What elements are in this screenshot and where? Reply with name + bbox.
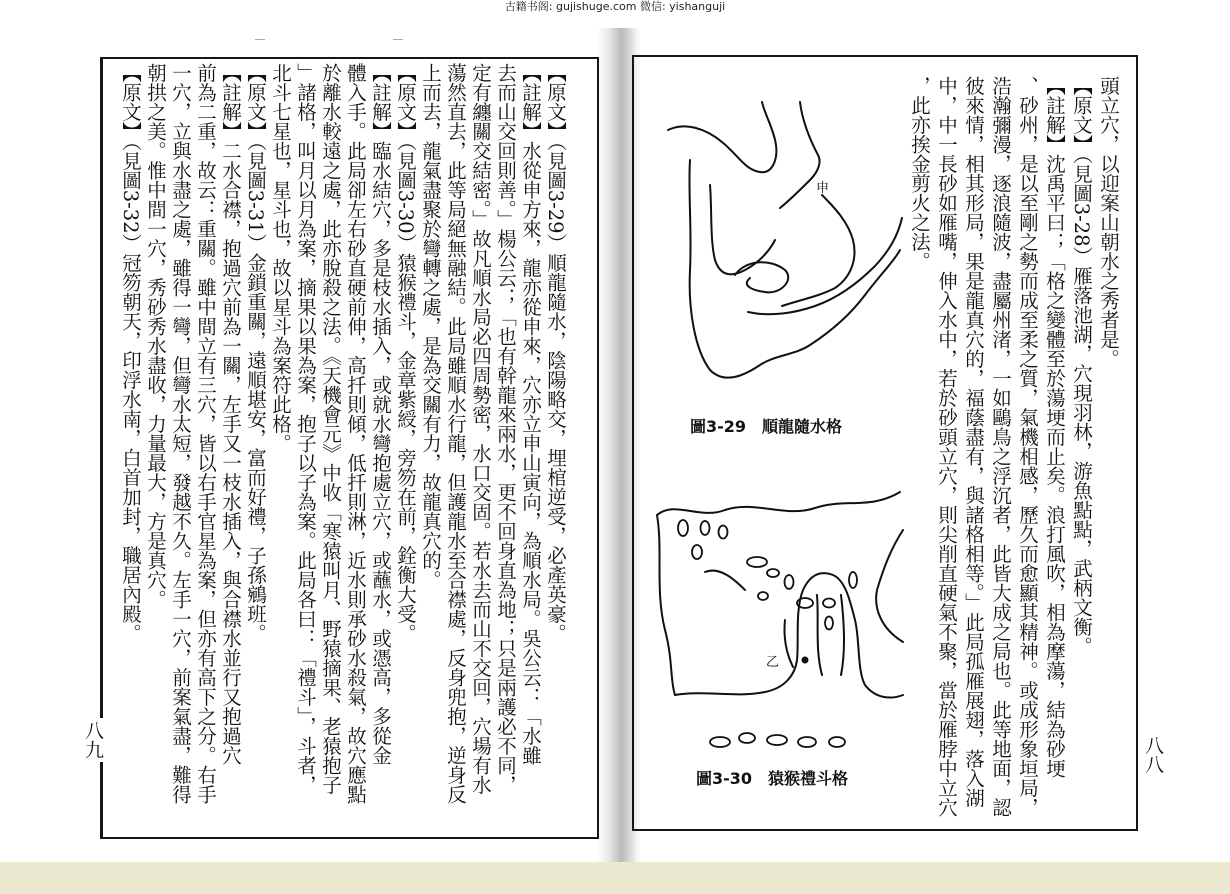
page-bottom-strip	[0, 862, 1230, 894]
page-number-right: 八八	[1142, 733, 1164, 777]
river-bank-line	[705, 571, 745, 590]
text-column: 【註解】水從申方來，龍亦從申來，穴亦立申山寅向，為順水局。吳公云：「水雖	[519, 63, 542, 765]
river-bank-line	[748, 218, 902, 314]
text-column: 【註解】二水合襟，抱過穴前為一關，左手又一枝水插入，與合襟水並行又抱過穴	[219, 63, 242, 765]
diagram-yuanhou-lidou	[645, 470, 910, 762]
scan-mark	[255, 39, 265, 40]
island-mark	[825, 617, 833, 630]
text-column: ，此亦挨金剪火之法。	[908, 76, 931, 271]
island-mark	[739, 733, 755, 743]
text-column: 【註解】臨水結穴，多是枝水插入，或就水彎抱處立穴，或蘸水，或憑高，多從金	[369, 63, 392, 765]
text-column: 【原文】（見圖3-30）猿猴禮斗，金章紫綬，旁笏在前，銓衡大受。	[394, 63, 417, 644]
text-column: 去而山交回則善。」楊公云；「也有幹龍來兩水，更不回身直為地；只是兩護必不同，	[494, 63, 517, 795]
island-mark	[719, 526, 728, 539]
text-column: 」諸格，叫月以月為案，摘果以果為案，抱子以子為案。此局各曰：「禮斗」，斗者，	[294, 63, 317, 795]
text-column: 頭立穴，以迎案山朝水之秀者是。	[1097, 76, 1120, 369]
left-page-text	[118, 63, 568, 837]
river-bank-line	[782, 195, 854, 306]
island-mark	[849, 572, 857, 588]
river-bank-line	[689, 160, 900, 378]
site-watermark: 古籍书阁: gujishuge.com 微信: yishanguji	[504, 0, 726, 13]
text-column: 於離水較遠之處，此亦脫殺之法。《天機會元》中收「寒猿叫月、野猿摘果、老猿抱子	[319, 63, 342, 795]
scan-mark	[393, 39, 403, 40]
figure-caption: 圖3-30 猿猴禮斗格	[696, 769, 849, 788]
island-mark	[767, 569, 779, 577]
island-mark	[692, 545, 702, 559]
river-bank-line	[657, 515, 675, 695]
river-bank-line	[735, 262, 788, 292]
island-mark	[758, 592, 768, 600]
diagram-shunlong-suishui	[650, 100, 915, 400]
text-column: 浩瀚彌漫，逐浪隨波，盡屬州渚，一如鷗鳥之浮沉者，此皆大成之局也。此等地面，認	[989, 76, 1012, 817]
text-column: 彼來情，相其形局，果是龍真穴的，福蔭盡有，與諸格相等。」此局孤雁展翅，落入湖	[962, 76, 985, 808]
figure-caption: 圖3-29 順龍隨水格	[690, 417, 843, 436]
text-column: 朝拱之美。惟中間一穴，秀砂秀水盡收，力量最大，方是真穴。	[144, 63, 167, 609]
island-mark	[798, 737, 816, 747]
diagram-label: 乙	[766, 655, 780, 670]
island-mark	[747, 557, 767, 567]
point-mark	[802, 657, 809, 664]
text-column: 【原文】（見圖3-31）金鎖重關，遠順堪安，富而好禮，子孫鵷班。	[244, 63, 267, 644]
text-column: 、砂州，是以至剛之勢而成至柔之質，氣機相感，歷久而愈顯其精神。或成形象垣局，	[1016, 76, 1039, 817]
island-mark	[823, 599, 835, 608]
text-column: 定有纏關交結密。」故凡順水局必四周勢密，水口交固。若水去而山不交回，穴場有水	[469, 63, 492, 795]
river-bank-line	[817, 595, 822, 675]
text-column: 一穴，立與水盡之處，雖得一彎，但彎水太短，發越不久。左手一穴，前案氣盡，難得	[169, 63, 192, 804]
text-column: 蕩然直去，此等局絕無融結。此局雖順水行龍，但護龍水至合襟處，反身兜抱，逆身反	[444, 63, 467, 804]
text-column: 【原文】（見圖3-28）雁落池湖，穴現羽林，游魚點點，武柄文衡。	[1070, 76, 1093, 657]
text-column: 【原文】（見圖3-32）冠笏朝天，印浮水南，白首加封，職居內殿。	[119, 63, 142, 644]
river-bank-line	[876, 530, 903, 642]
text-column: 上而去，龍氣盡聚於彎轉之處，是為交關有力，故龍真穴的。	[419, 63, 442, 590]
text-column: 【註解】沈禹平曰；「格之變體至於蕩埂而止矣。浪打風吹，相為摩蕩，結為砂埂	[1043, 76, 1066, 778]
river-bank-line	[668, 102, 776, 172]
text-column: 中，中一長砂如雁嘴，伸入水中，若於砂頭立穴，則尖削直硬氣不聚，當於雁脖中立穴	[935, 76, 958, 817]
river-bank-line	[657, 492, 900, 515]
page-number-left: 八九	[82, 718, 104, 762]
river-bank-line	[710, 185, 775, 274]
island-mark	[678, 520, 688, 536]
text-column: 體入手。此局卻左右砂直硬前伸，高扦則傾，低扦則淋，近水則承砂水殺氣，故穴應點	[344, 63, 367, 804]
river-bank-line	[675, 573, 903, 697]
island-mark	[829, 737, 845, 747]
text-column: 前為二重，故云：重關。雖中間立有三穴，皆以右手官星為案，但亦有高下之分。右手	[194, 63, 217, 804]
right-page-text	[906, 76, 1122, 828]
island-mark	[710, 737, 730, 747]
island-mark	[767, 735, 787, 745]
diagram-label: 申	[816, 181, 830, 196]
river-bank-line	[841, 595, 844, 675]
island-mark	[785, 575, 794, 589]
text-column: 【原文】（見圖3-29）順龍隨水，陰陽略交，埋棺逆受，必產英豪。	[544, 63, 567, 644]
river-bank-line	[784, 620, 793, 667]
island-mark	[701, 521, 710, 535]
text-column: 北斗七星也，星斗也，故以星斗為案符此格。	[269, 63, 292, 453]
river-bank-line	[780, 102, 820, 208]
